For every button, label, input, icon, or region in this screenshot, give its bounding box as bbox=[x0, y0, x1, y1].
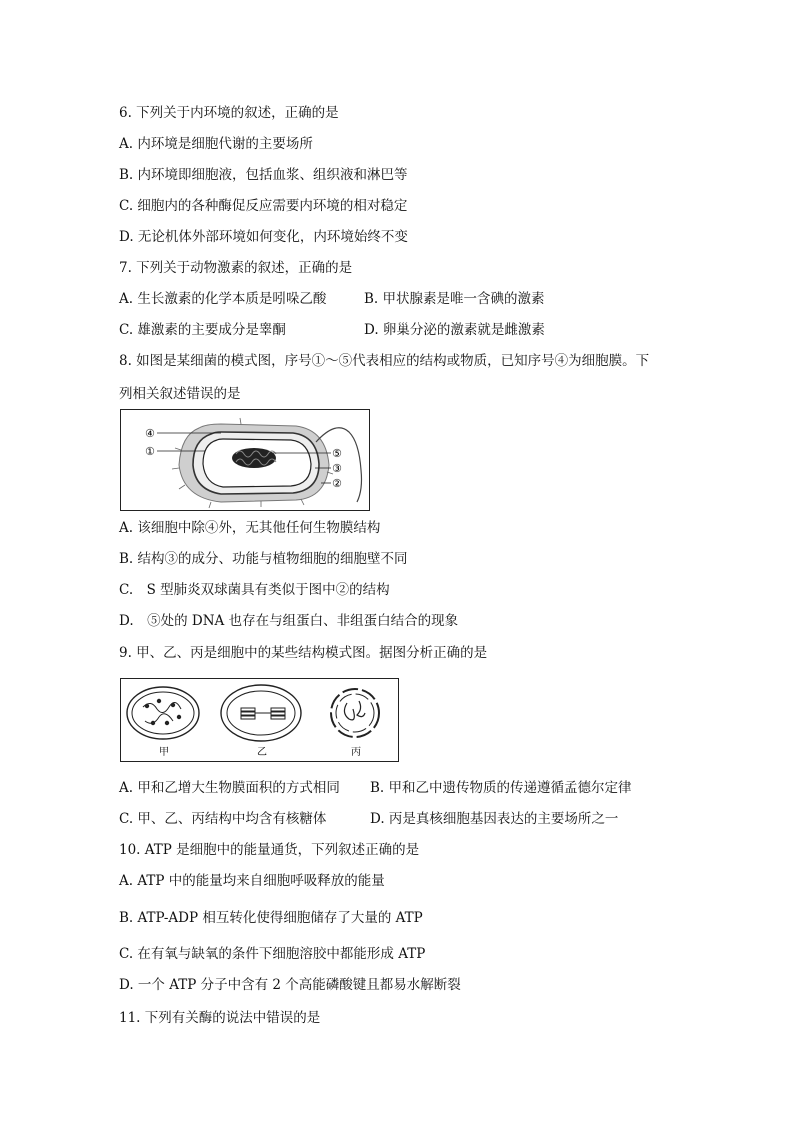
label-yi: 乙 bbox=[257, 747, 267, 758]
q7-option-c: C. 雄激素的主要成分是睾酮 bbox=[119, 322, 286, 338]
label-1: ① bbox=[145, 445, 155, 458]
q8-option-c: C. S 型肺炎双球菌具有类似于图中②的结构 bbox=[119, 582, 390, 598]
label-3: ③ bbox=[332, 462, 342, 475]
q6-option-c: C. 细胞内的各种酶促反应需要内环境的相对稳定 bbox=[119, 198, 408, 214]
q9-option-b: B. 甲和乙中遗传物质的传递遵循孟德尔定律 bbox=[370, 780, 632, 796]
q8-option-b: B. 结构③的成分、功能与植物细胞的细胞壁不同 bbox=[119, 551, 408, 567]
q10-option-c: C. 在有氧与缺氧的条件下细胞溶胶中都能形成 ATP bbox=[119, 946, 426, 962]
q6-option-a: A. 内环境是细胞代谢的主要场所 bbox=[119, 136, 313, 152]
q7-stem: 7. 下列关于动物激素的叙述，正确的是 bbox=[119, 260, 353, 276]
q7-option-b: B. 甲状腺素是唯一含碘的激素 bbox=[364, 291, 545, 307]
q7-option-a: A. 生长激素的化学本质是吲哚乙酸 bbox=[119, 291, 327, 307]
q10-option-b: B. ATP-ADP 相互转化使得细胞储存了大量的 ATP bbox=[119, 910, 423, 926]
label-2: ② bbox=[332, 477, 342, 490]
q9-option-d: D. 丙是真核细胞基因表达的主要场所之一 bbox=[370, 811, 619, 827]
q10-stem: 10. ATP 是细胞中的能量通货，下列叙述正确的是 bbox=[119, 842, 420, 858]
q9-option-a: A. 甲和乙增大生物膜面积的方式相同 bbox=[119, 780, 340, 796]
organelles-figure bbox=[120, 678, 399, 762]
organelles-diagram bbox=[121, 679, 398, 761]
q11-stem: 11. 下列有关酶的说法中错误的是 bbox=[119, 1010, 321, 1026]
bacterium-diagram bbox=[121, 410, 369, 510]
q6-option-b: B. 内环境即细胞液，包括血浆、组织液和淋巴等 bbox=[119, 167, 408, 183]
q10-option-d: D. 一个 ATP 分子中含有 2 个高能磷酸键且都易水解断裂 bbox=[119, 977, 461, 993]
q6-stem: 6. 下列关于内环境的叙述，正确的是 bbox=[119, 105, 339, 121]
q8-option-a: A. 该细胞中除④外，无其他任何生物膜结构 bbox=[119, 520, 381, 536]
q10-option-a: A. ATP 中的能量均来自细胞呼吸释放的能量 bbox=[119, 873, 385, 889]
q8-stem-line1: 8. 如图是某细菌的模式图，序号①～⑤代表相应的结构或物质，已知序号④为细胞膜。下 bbox=[119, 353, 650, 369]
bacterium-figure bbox=[120, 409, 370, 511]
q7-option-d: D. 卵巢分泌的激素就是雌激素 bbox=[364, 322, 545, 338]
structure-bing bbox=[331, 689, 379, 737]
label-5: ⑤ bbox=[332, 447, 342, 460]
label-4: ④ bbox=[145, 427, 155, 440]
label-bing: 丙 bbox=[351, 747, 361, 758]
q6-option-d: D. 无论机体外部环境如何变化，内环境始终不变 bbox=[119, 229, 408, 245]
q8-stem-line2: 列相关叙述错误的是 bbox=[119, 386, 241, 402]
label-jia: 甲 bbox=[159, 747, 169, 758]
q8-option-d: D. ⑤处的 DNA 也存在与组蛋白、非组蛋白结合的现象 bbox=[119, 613, 459, 629]
q9-option-c: C. 甲、乙、丙结构中均含有核糖体 bbox=[119, 811, 327, 827]
q9-stem: 9. 甲、乙、丙是细胞中的某些结构模式图。据图分析正确的是 bbox=[119, 645, 488, 661]
